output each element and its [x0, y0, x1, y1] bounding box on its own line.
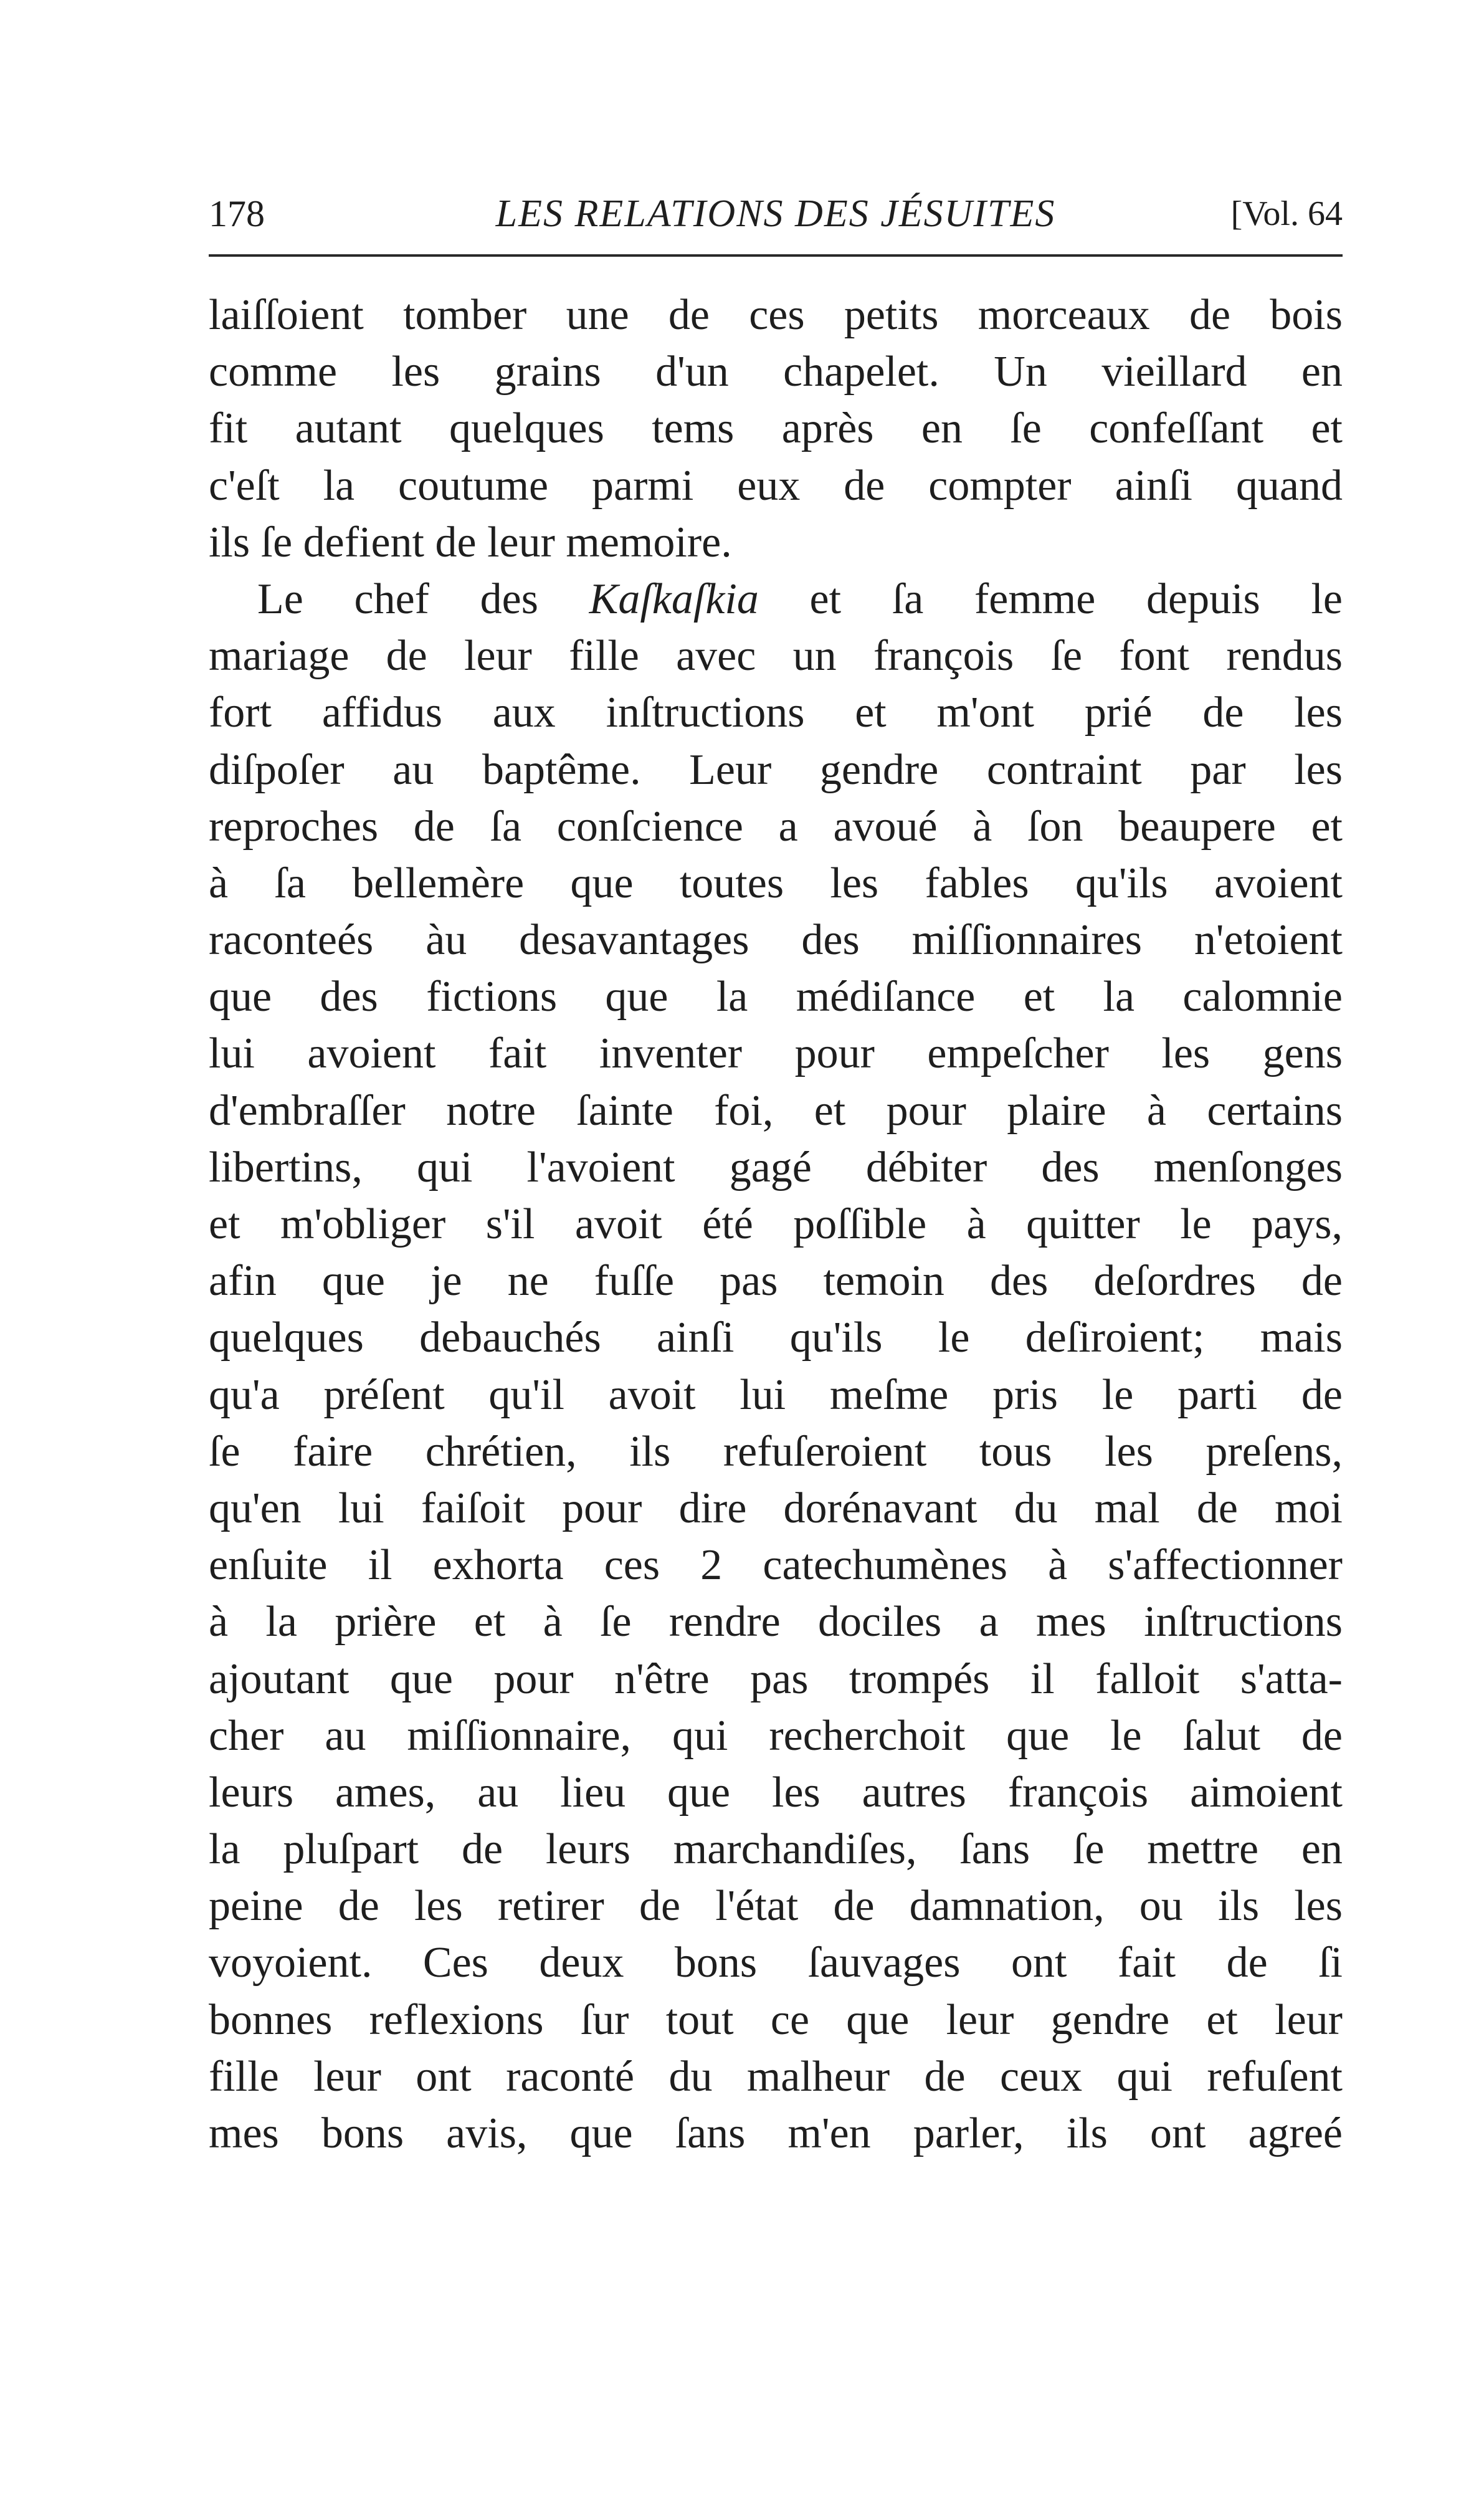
running-title: LES RELATIONS DES JÉSUITES — [495, 193, 1056, 235]
text-line: laiſſoient tomber une de ces petits morceaux de bois — [209, 291, 1343, 339]
text-line: enſuite il exhorta ces 2 catechumènes à s'affectionner — [209, 1541, 1343, 1590]
text-line: qu'a préſent qu'il avoit lui meſme pris le parti de — [209, 1370, 1343, 1419]
header-rule — [209, 254, 1343, 257]
text-line: mariage de leur fille avec un françois ſe font rendus — [209, 632, 1343, 680]
body-text — [209, 287, 1343, 2162]
text-line: bonnes reflexions ſur tout ce que leur gendre et leur — [209, 1995, 1343, 2044]
text-line: fille leur ont raconté du malheur de ceux qui refuſent — [209, 2052, 1343, 2101]
text-line: lui avoient fait inventer pour empeſcher les gens — [209, 1029, 1343, 1078]
text-line: raconteés àu desavantages des miſſionnaires n'etoient — [209, 916, 1343, 965]
text-line: la pluſpart de leurs marchandiſes, ſans ſe mettre en — [209, 1825, 1343, 1874]
text-line: reproches de ſa conſcience a avoué à ſon beaupere et — [209, 802, 1343, 851]
text-line: ſe faire chrétien, ils refuſeroient tous les preſens, — [209, 1427, 1343, 1476]
text-line: peine de les retirer de l'état de damnation, ou ils les — [209, 1882, 1343, 1931]
text-line: diſpoſer au baptême. Leur gendre contraint par les — [209, 745, 1343, 794]
text-line: afin que je ne fuſſe pas temoin des deſordres de — [209, 1257, 1343, 1306]
place-name: Kaſkaſkia — [589, 575, 759, 623]
text-segment: Le chef des — [257, 575, 589, 623]
text-line: libertins, qui l'avoient gagé débiter des menſonges — [209, 1143, 1343, 1191]
text-line: à la prière et à ſe rendre dociles a mes inſtructions — [209, 1598, 1343, 1646]
text-line: cher au miſſionnaire, qui recherchoit que le ſalut de — [209, 1711, 1343, 1760]
text-line: fort affidus aux inſtructions et m'ont prié de les — [209, 689, 1343, 737]
volume-label: [Vol. 64 — [1230, 194, 1343, 233]
text-line: quelques debauchés ainſi qu'ils le deſiroient; mais — [209, 1314, 1343, 1362]
text-line: ajoutant que pour n'être pas trompés il falloit s'atta- — [209, 1655, 1343, 1703]
text-line: leurs ames, au lieu que les autres françois aimoient — [209, 1768, 1343, 1817]
text-line: à ſa bellemère que toutes les fables qu'ils avoient — [209, 859, 1343, 907]
text-line: fit autant quelques tems après en ſe confeſſant et — [209, 404, 1343, 453]
page-number: 178 — [209, 193, 265, 234]
text-line: d'embraſſer notre ſainte foi, et pour plaire à certains — [209, 1086, 1343, 1135]
text-line — [209, 571, 1343, 628]
text-line: que des fictions que la médiſance et la calomnie — [209, 973, 1343, 1021]
text-line: mes bons avis, que ſans m'en parler, ils ont agreé — [209, 2109, 1343, 2157]
text-line: voyoient. Ces deux bons ſauvages ont fait de ſi — [209, 1939, 1343, 1987]
text-line: et m'obliger s'il avoit été poſſible à quitter le pays, — [209, 1200, 1343, 1248]
text-line: comme les grains d'un chapelet. Un vieillard en — [209, 348, 1343, 396]
text-line: c'eſt la coutume parmi eux de compter ainſi quand — [209, 461, 1343, 510]
text-segment: et ſa femme depuis le — [758, 575, 1343, 623]
text-line: ils ſe defient de leur memoire. — [209, 518, 732, 566]
page-header — [209, 186, 1343, 242]
text-line: qu'en lui faiſoit pour dire dorénavant du mal de moi — [209, 1484, 1343, 1532]
